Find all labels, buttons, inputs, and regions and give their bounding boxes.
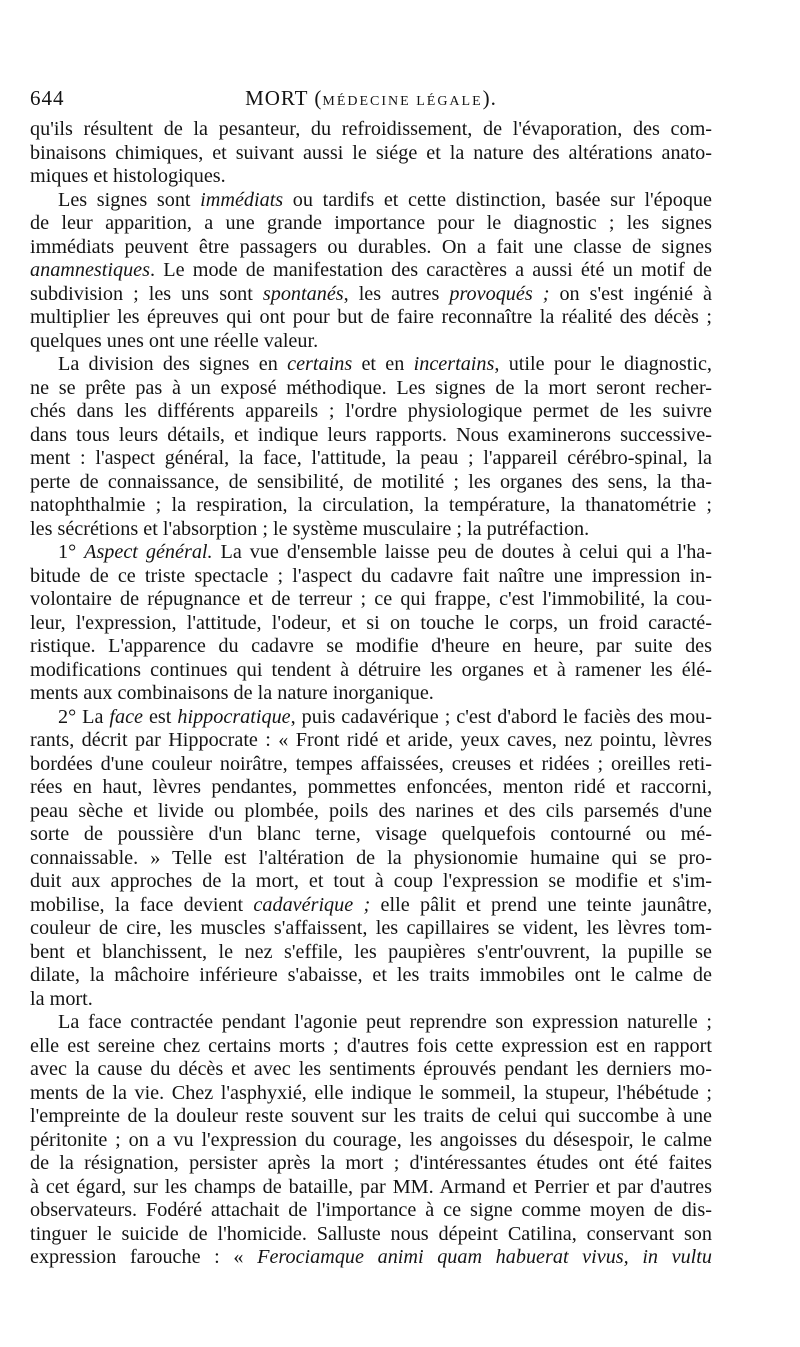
text-line [30, 612, 712, 636]
text-line [30, 541, 712, 565]
title-paren-open: ( [308, 86, 323, 110]
text-run: quelques unes ont une réelle valeur. [30, 329, 319, 352]
text-run: bitude de ce triste spectacle ; l'aspect du cadavre fait naître une impression in- [30, 564, 712, 587]
text-line [30, 588, 712, 612]
text-line [30, 165, 712, 189]
text-line [30, 1152, 712, 1176]
text-line [30, 518, 712, 542]
italic-run: immédiats [200, 188, 284, 211]
text-run: de la résignation, persister après la mort ; d'intéressantes études ont été faites [30, 1152, 712, 1174]
text-run: est [143, 705, 178, 728]
text-run: ments aux combinaisons de la nature inorganique. [30, 682, 434, 704]
text-run: . Le mode de manifestation des caractères a aussi été un motif de [150, 259, 712, 281]
text-run: connaissable. » Telle est l'altération de la physionomie humaine qui se pro- [30, 846, 712, 869]
text-run: , puis cadavérique ; c'est d'abord le faciès des mou- [290, 705, 712, 728]
text-line [30, 823, 712, 847]
text-run: chés dans les différents appareils ; l'ordre physiologique permet de les suivre [30, 400, 712, 422]
text-line [30, 447, 712, 471]
text-run: ristique. L'apparence du cadavre se modifie d'heure en heure, par suite des [30, 635, 712, 657]
text-line [30, 847, 712, 871]
text-run: mobilise, la face devient [30, 893, 254, 916]
text-run: à cet égard, sur les champs de bataille, par MM. Armand et Perrier et par d'autres [30, 1175, 712, 1198]
text-run: 2° La [58, 705, 110, 728]
text-run: La vue d'ensemble laisse peu de doutes à celui qui a l'ha- [212, 541, 712, 563]
title-paren-close: ). [482, 86, 497, 110]
text-run: les sécrétions et l'absorption ; le système musculaire ; la putréfaction. [30, 517, 590, 540]
text-line [30, 189, 712, 213]
text-run: avec la cause du décès et avec les sentiments éprouvés pendant les derniers mo- [30, 1058, 712, 1080]
text-run: tinguer le suicide de l'homicide. Salluste nous dépeint Catilina, conservant son [30, 1222, 712, 1245]
text-run: observateurs. Fodéré attachait de l'importance à ce signe comme moyen de dis- [30, 1199, 712, 1221]
text-run: l'empreinte de la douleur reste souvent sur les traits de celui qui succombe à une [30, 1105, 712, 1127]
text-line [30, 377, 712, 401]
title-subtitle: MÉDECINE LÉGALE [322, 94, 483, 109]
body-text [30, 118, 712, 1270]
text-run: elle pâlit et prend une teinte jaunâtre, [370, 893, 712, 916]
text-line [30, 870, 712, 894]
text-run: ment : l'aspect général, la face, l'attitude, la peau ; l'appareil cérébro-spinal, la [30, 447, 712, 469]
text-line [30, 565, 712, 589]
book-page [30, 86, 712, 1270]
text-line [30, 729, 712, 753]
italic-run: face [109, 705, 144, 728]
text-line [30, 1129, 712, 1153]
text-line [30, 800, 712, 824]
text-run: péritonite ; on a vu l'expression du courage, les angoisses du désespoir, le calme [30, 1128, 712, 1151]
text-run: peau sèche et livide ou plombée, poils des narines et des cils parsemés d'une [30, 799, 712, 822]
text-line [30, 964, 712, 988]
text-line [30, 1082, 712, 1106]
text-run: sorte de poussière d'un blanc terne, visage quelquefois contourné ou mé- [30, 823, 712, 845]
text-run: de leur apparition, a une grande importance pour le diagnostic ; les signes [30, 212, 712, 234]
paragraph [30, 118, 712, 189]
text-line [30, 142, 712, 166]
running-title [30, 86, 712, 111]
paragraph [30, 1011, 712, 1270]
paragraph [30, 706, 712, 1012]
text-line [30, 1011, 712, 1035]
text-run: subdivision ; les uns sont [30, 282, 263, 305]
text-line [30, 753, 712, 777]
text-run: expression farouche : « [30, 1246, 258, 1268]
text-line [30, 635, 712, 659]
text-run: bent et blanchissent, le nez s'effile, les paupières s'entr'ouvrent, la pupille se [30, 940, 712, 963]
text-run: Les signes sont [58, 188, 201, 211]
text-run: rées en haut, lèvres pendantes, pommettes enfoncées, menton ridé et raccorni, [30, 776, 712, 798]
text-run: , utile pour le diagnostic, [494, 353, 712, 375]
text-line [30, 1199, 712, 1223]
text-line [30, 894, 712, 918]
page-number: 644 [30, 86, 65, 110]
text-run: miques et histologiques. [30, 165, 226, 187]
text-line [30, 283, 712, 307]
text-run: duit aux approches de la mort, et tout à coup l'expression se modifie et s'im- [30, 870, 712, 892]
text-line [30, 776, 712, 800]
text-line [30, 659, 712, 683]
text-run: multiplier les épreuves qui ont pour but de faire reconnaître la réalité des décès ; [30, 306, 712, 328]
text-line [30, 212, 712, 236]
italic-run: spontanés [262, 282, 344, 305]
text-line [30, 1105, 712, 1129]
text-run: La face contractée pendant l'agonie peut reprendre son expression naturelle ; [58, 1011, 712, 1033]
italic-run: Aspect général. [84, 541, 213, 563]
text-line [30, 706, 712, 730]
text-line [30, 1246, 712, 1270]
paragraph [30, 353, 712, 541]
text-run: ou tardifs et cette distinction, basée sur l'époque [283, 188, 712, 211]
text-run: volontaire de répugnance et de terreur ; ce qui frappe, c'est l'immobilité, la cou- [30, 588, 712, 610]
paragraph [30, 189, 712, 354]
text-line [30, 236, 712, 260]
text-run: leur, l'expression, l'attitude, l'odeur, et si on touche le corps, un froid caracté- [30, 611, 712, 634]
text-run: rants, décrit par Hippocrate : « Front ridé et aride, yeux caves, nez pointu, lèvres [30, 729, 712, 751]
text-line [30, 494, 712, 518]
text-run: et en [352, 353, 414, 375]
text-line [30, 400, 712, 424]
text-line [30, 1058, 712, 1082]
text-line [30, 306, 712, 330]
text-line [30, 988, 712, 1012]
text-run: immédiats peuvent être passagers ou durables. On a fait une classe de signes [30, 235, 712, 258]
text-line [30, 941, 712, 965]
text-line [30, 917, 712, 941]
text-run: dans tous leurs détails, et indique leurs rapports. Nous examinerons successive- [30, 423, 712, 446]
text-run: qu'ils résultent de la pesanteur, du refroidissement, de l'évaporation, des com- [30, 118, 712, 140]
text-line [30, 682, 712, 706]
text-run: bordées d'une couleur noirâtre, tempes affaissées, creuses et ridées ; oreilles reti- [30, 752, 712, 775]
text-line [30, 424, 712, 448]
text-run: elle est sereine chez certains morts ; d'autres fois cette expression est en rapport [30, 1034, 712, 1057]
text-line [30, 1035, 712, 1059]
text-run: couleur de cire, les muscles s'affaissent, les capillaires se vident, les lèvres tom- [30, 917, 712, 939]
text-line [30, 1176, 712, 1200]
text-line [30, 118, 712, 142]
italic-run: hippocratique [177, 705, 291, 728]
running-header [30, 86, 712, 118]
text-run: La division des signes en [58, 353, 288, 375]
text-run: ne se prête pas à un exposé méthodique. Les signes de la mort seront recher- [30, 376, 712, 399]
text-run: dilate, la mâchoire inférieure s'abaisse, et les traits immobiles ont le calme de [30, 964, 712, 986]
text-line [30, 330, 712, 354]
title-main: MORT [245, 86, 309, 110]
italic-run: certains [287, 353, 353, 375]
text-run: 1° [58, 541, 85, 563]
text-run: perte de connaissance, de sensibilité, de motilité ; les organes des sens, la tha- [30, 470, 712, 493]
italic-run: incertains [413, 353, 495, 375]
text-line [30, 259, 712, 283]
text-line [30, 471, 712, 495]
italic-run: cadavérique ; [253, 893, 371, 916]
text-run: binaisons chimiques, et suivant aussi le siége et la nature des altérations anato- [30, 141, 712, 164]
italic-run: Ferociamque animi quam habuerat vivus, in vultu [257, 1246, 712, 1268]
text-run: ments de la vie. Chez l'asphyxié, elle indique le sommeil, la stupeur, l'hébétude ; [30, 1081, 712, 1104]
text-run: natophthalmie ; la respiration, la circulation, la température, la thanatométrie ; [30, 494, 712, 516]
text-line [30, 1223, 712, 1247]
text-run: modifications continues qui tendent à détruire les organes et à ramener les élé- [30, 658, 712, 681]
italic-run: provoqués ; [449, 282, 550, 305]
text-run: la mort. [30, 987, 93, 1010]
text-run: , les autres [343, 282, 450, 305]
italic-run: anamnestiques [30, 259, 150, 281]
text-line [30, 353, 712, 377]
text-run: on s'est ingénié à [549, 282, 712, 305]
paragraph [30, 541, 712, 706]
